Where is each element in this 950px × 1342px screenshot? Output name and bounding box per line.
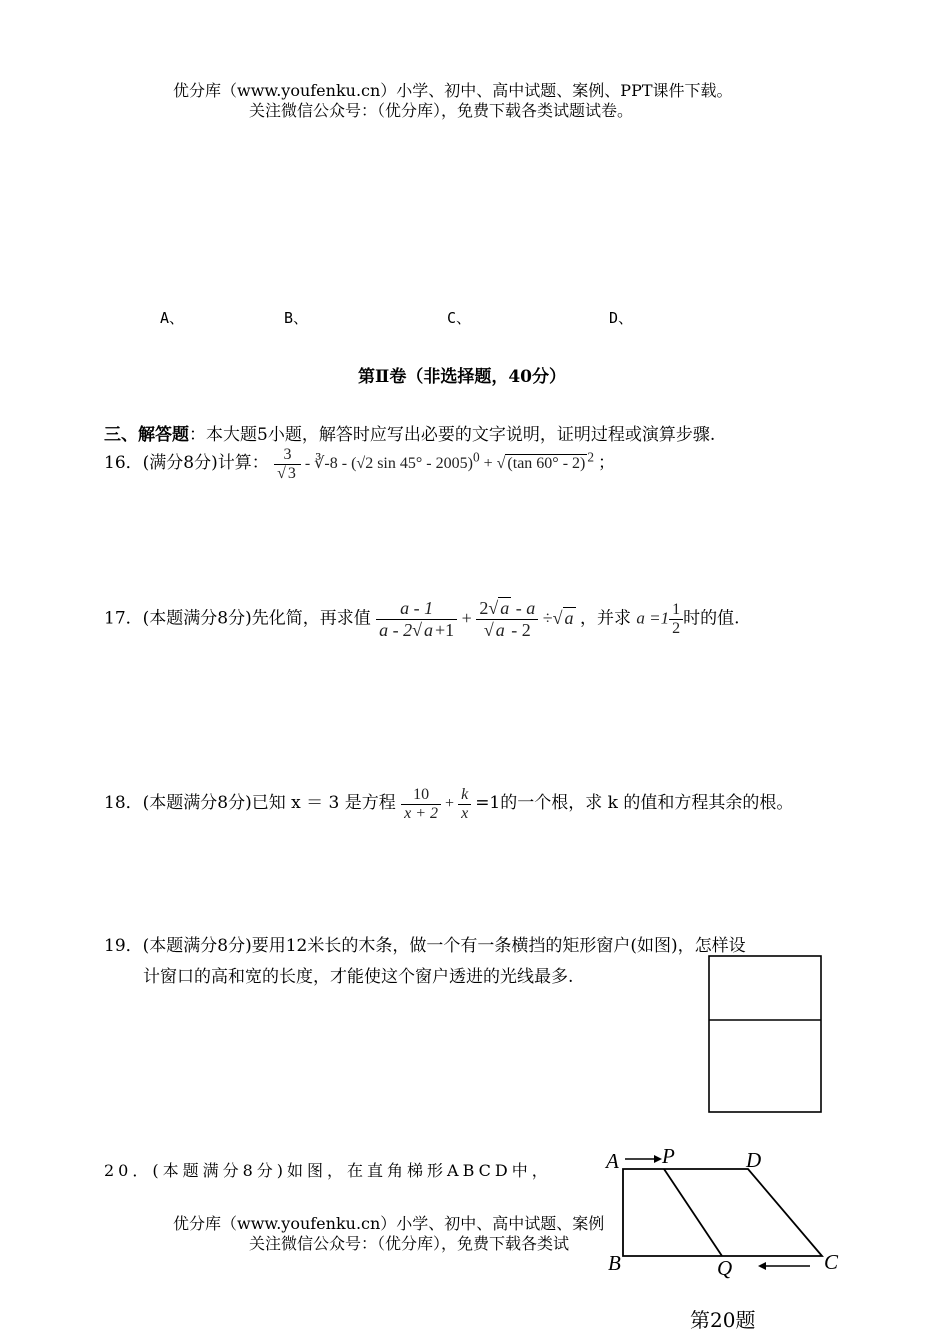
q17-mid: ，并求	[580, 608, 631, 629]
figure-20-caption: 第20题	[690, 1308, 756, 1332]
q17-f2-num: 2√ a - a	[476, 598, 538, 620]
q16-mid2: 2 sin 45° - 2005)	[365, 455, 473, 473]
question-20: 20．(本题满分8分)如图，在直角梯形ABCD中，	[104, 1161, 552, 1180]
label-d: D	[746, 1148, 762, 1172]
q17-f1-num: a - 1	[376, 598, 457, 620]
q18-expression	[401, 786, 475, 822]
q17-mix-num: 1	[669, 601, 683, 620]
q17-fraction-1	[376, 598, 457, 641]
question-16	[104, 446, 615, 483]
option-c: C、	[447, 309, 472, 327]
q16-exp0: 0	[472, 449, 480, 465]
arrow-a-to-p-head	[654, 1155, 662, 1163]
q18-plus: +	[445, 795, 455, 813]
footer-line-1: 优分库（www.youfenku.cn）小学、初中、高中试题、案例	[173, 1214, 605, 1233]
section-3-label: 三、解答题	[104, 425, 189, 445]
q17-suffix: 时的值.	[683, 608, 740, 629]
q16-exp2: 2	[587, 449, 595, 465]
q17-expression	[376, 598, 580, 640]
q16-sqrt2: √	[356, 455, 366, 473]
q17-mixed-fraction	[669, 601, 683, 638]
label-q: Q	[717, 1256, 733, 1280]
q16-mid: - ∛-8 - (	[304, 455, 357, 473]
label-b: B	[608, 1251, 621, 1275]
q16-frac-num: 3	[274, 446, 301, 465]
option-a: A、	[160, 309, 185, 327]
q18-f1-num: 10	[401, 786, 441, 805]
q17-plus: +	[461, 607, 472, 628]
section-3-intro	[104, 420, 715, 445]
q16-expression	[274, 446, 598, 482]
q18-f2-den: x	[461, 805, 469, 822]
question-18	[104, 786, 793, 823]
q18-fraction-2	[458, 786, 471, 823]
q16-fraction	[274, 446, 301, 483]
label-c: C	[824, 1250, 839, 1274]
arrow-c-to-q-head	[758, 1262, 766, 1270]
question-19-line-1: 19．(本题满分8分)要用12米长的木条，做一个有一条横挡的矩形窗户(如图)，怎样设	[104, 936, 746, 956]
window-frame	[709, 956, 821, 1112]
q16-prefix: 16．(满分8分)计算：	[104, 453, 269, 474]
label-p: P	[662, 1145, 675, 1168]
q16-frac-den: √ 3	[277, 465, 296, 482]
diagram-background	[620, 1167, 825, 1259]
q17-fraction-2	[476, 598, 538, 641]
q18-f1-den: x + 2	[404, 805, 439, 822]
footer-line-2: 关注微信公众号：（优分库），免费下载各类试	[249, 1234, 570, 1253]
q18-fraction-1	[401, 786, 441, 823]
q17-prefix: 17．(本题满分8分)先化简，再求值	[104, 608, 371, 629]
q18-f2-num: k	[458, 786, 471, 805]
question-17	[104, 598, 740, 641]
q17-f2-den: √ a - 2	[483, 620, 531, 640]
question-19-line-2: 计窗口的高和宽的长度，才能使这个窗户透进的光线最多.	[143, 967, 574, 987]
window-diagram	[706, 954, 824, 1116]
q16-radical: √ (tan 60° - 2)	[496, 455, 586, 473]
q17-f1-den: a - 2√ a +1	[379, 620, 455, 640]
q16-plus: +	[479, 455, 497, 473]
q17-div: ÷	[542, 607, 553, 628]
q18-prefix: 18．(本题满分8分)已知 x ＝ 3 是方程	[104, 793, 396, 814]
q17-a-eq: a =1	[636, 608, 670, 628]
q17-mix-den: 2	[672, 619, 681, 637]
header-line-2: 关注微信公众号：（优分库），免费下载各类试题试卷。	[249, 101, 634, 120]
section-title: 第Ⅱ卷（非选择题，40分）	[358, 367, 566, 387]
option-d: D、	[609, 309, 634, 327]
option-b: B、	[284, 309, 309, 327]
q17-div-rad: √ a	[552, 607, 574, 628]
trapezoid-diagram	[600, 1145, 850, 1285]
label-a: A	[606, 1149, 619, 1173]
header-line-1: 优分库（www.youfenku.cn）小学、初中、高中试题、案例、PPT课件下载。	[173, 81, 733, 100]
q18-suffix: =1的一个根，求 k 的值和方程其余的根。	[475, 793, 794, 814]
section-3-text: ：本大题5小题，解答时应写出必要的文字说明，证明过程或演算步骤.	[189, 425, 716, 445]
q16-suffix: ；	[598, 453, 616, 474]
